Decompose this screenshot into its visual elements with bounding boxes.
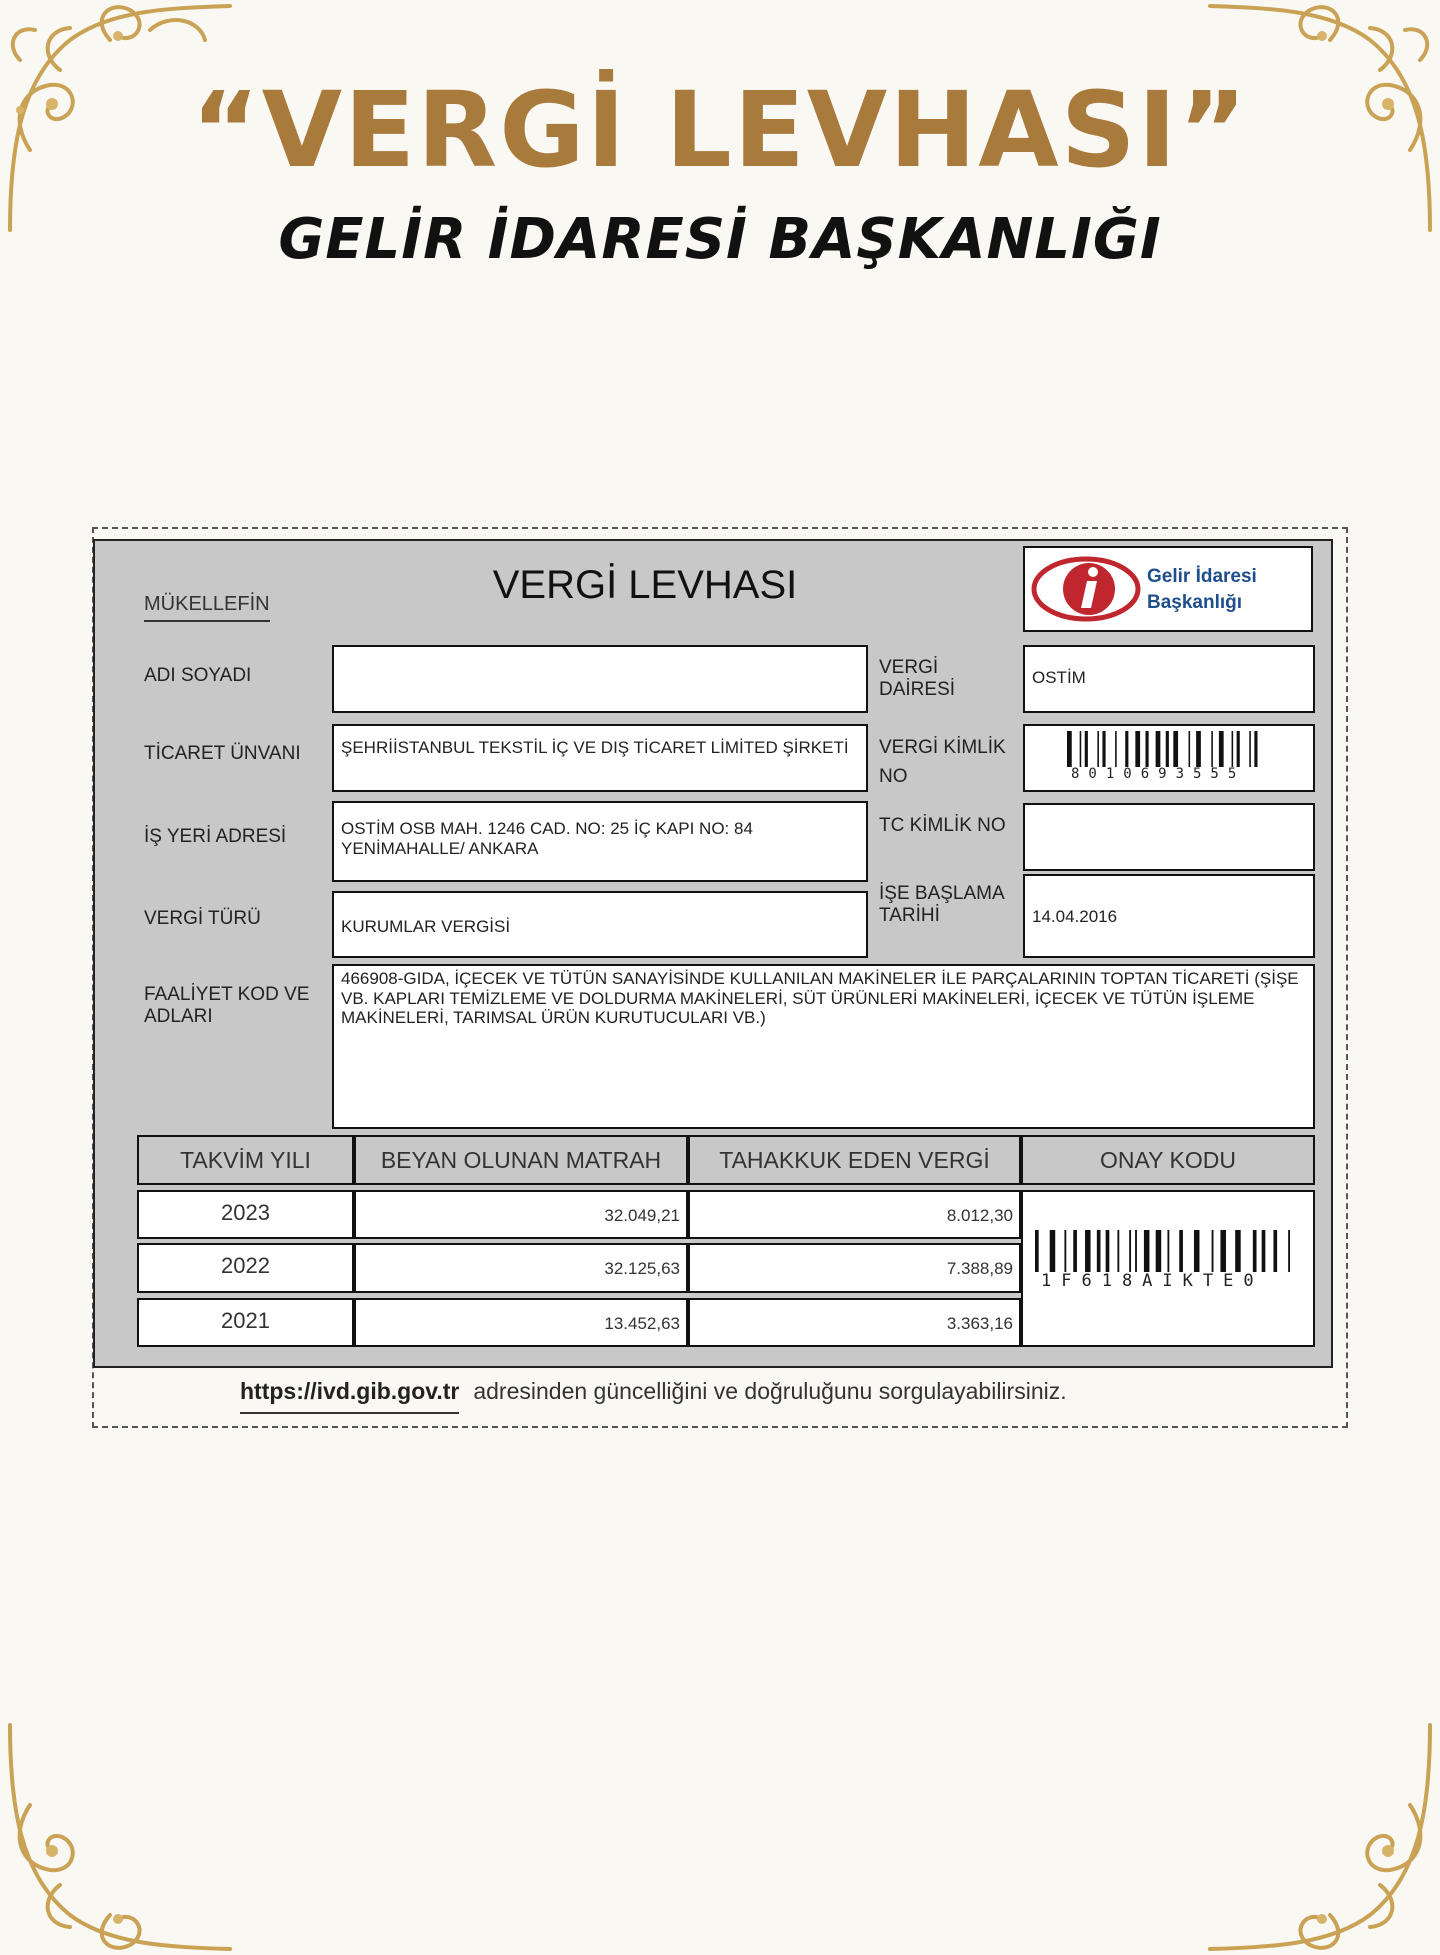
barcode-bar	[1288, 1230, 1290, 1272]
faaliyet-field	[332, 964, 1315, 1129]
gib-logo	[1023, 546, 1313, 632]
adi-soyadi-field	[332, 645, 868, 713]
onay-kodu-barcode	[1035, 1230, 1297, 1272]
ticaret-unvani-value: ŞEHRİİSTANBUL TEKSTİL İÇ VE DIŞ TİCARET LİMİTED ŞİRKETİ	[341, 738, 849, 757]
vergi-dairesi-value: OSTİM	[1032, 668, 1086, 687]
footer-note	[240, 1378, 1067, 1405]
ise-baslama-value: 14.04.2016	[1032, 907, 1118, 926]
tc-kimlik-no-label: TC KİMLİK NO	[879, 815, 1006, 836]
barcode-bar	[1129, 1230, 1131, 1272]
gib-link[interactable]: https://ivd.gib.gov.tr	[240, 1378, 459, 1414]
ise-baslama-field	[1023, 874, 1315, 958]
ticaret-unvani-label: TİCARET ÜNVANI	[144, 743, 301, 764]
barcode-bar	[1249, 731, 1251, 767]
barcode-bar	[1144, 1230, 1150, 1272]
barcode-bar	[1273, 1230, 1277, 1272]
barcode-bar	[1173, 731, 1178, 767]
barcode-bar	[1102, 731, 1105, 767]
barcode-bar	[1050, 1230, 1056, 1272]
vergi-dairesi-field	[1023, 645, 1315, 713]
barcode-bar	[1080, 731, 1082, 767]
ticaret-unvani-field	[332, 724, 868, 792]
is-yeri-adresi-label: İŞ YERİ ADRESİ	[144, 826, 287, 847]
tax-plate-card	[93, 539, 1333, 1368]
barcode-bar	[1085, 731, 1088, 767]
tc-kimlik-no-value	[1025, 805, 1313, 825]
table-row-matrah: 32.125,63	[354, 1243, 688, 1293]
vergi-turu-field	[332, 891, 868, 958]
barcode-bar	[1220, 1230, 1226, 1272]
table-row-year: 2022	[137, 1243, 354, 1293]
barcode-bar	[1035, 1230, 1039, 1272]
col-header-onay-kodu: ONAY KODU	[1021, 1135, 1315, 1185]
ise-baslama-label: İŞE BAŞLAMA TARİHİ	[879, 883, 1004, 926]
barcode-bar	[1117, 1230, 1119, 1272]
vergi-kimlik-barcode	[1067, 731, 1267, 767]
barcode-bar	[1179, 1230, 1183, 1272]
is-yeri-adresi-field	[332, 801, 868, 882]
mukellef-label: MÜKELLEFİN	[144, 593, 270, 622]
barcode-bar	[1085, 1230, 1091, 1272]
is-yeri-adresi-value: OSTİM OSB MAH. 1246 CAD. NO: 25 İÇ KAPI NO: 84 YENİMAHALLE/ ANKARA	[341, 819, 753, 858]
tc-kimlik-no-field	[1023, 803, 1315, 871]
col-header-tahakkuk: TAHAKKUK EDEN VERGİ	[688, 1135, 1021, 1185]
barcode-bar	[1232, 731, 1234, 767]
footer-text: adresinden güncelliğini ve doğruluğunu sorgulayabilirsiniz.	[473, 1378, 1067, 1404]
vergi-dairesi-label: VERGİ DAİRESİ	[879, 657, 956, 700]
logo-line2: Başkanlığı	[1147, 591, 1243, 613]
barcode-bar	[1156, 731, 1161, 767]
adi-soyadi-value	[334, 647, 866, 667]
barcode-bar	[1219, 731, 1224, 767]
barcode-bar	[1254, 731, 1257, 767]
vergi-turu-label: VERGİ TÜRÜ	[144, 908, 261, 929]
barcode-bar	[1067, 731, 1072, 767]
barcode-bar	[1212, 1230, 1214, 1272]
table-row-year: 2021	[137, 1298, 354, 1347]
barcode-bar	[1196, 731, 1201, 767]
barcode-bar	[1125, 731, 1128, 767]
barcode-bar	[1237, 731, 1240, 767]
barcode-bar	[1262, 1230, 1266, 1272]
barcode-bar	[1145, 731, 1148, 767]
table-row-year: 2023	[137, 1190, 354, 1239]
adi-soyadi-label: ADI SOYADI	[144, 665, 252, 686]
vergi-kimlik-no-field	[1023, 724, 1315, 792]
barcode-bar	[1073, 1230, 1077, 1272]
gib-logo-text	[1147, 564, 1257, 615]
col-header-takvim-yili: TAKVİM YILI	[137, 1135, 354, 1185]
barcode-bar	[1166, 731, 1169, 767]
table-row-matrah: 13.452,63	[354, 1298, 688, 1347]
col-header-matrah: BEYAN OLUNAN MATRAH	[354, 1135, 688, 1185]
page-subtitle: GELİR İDARESİ BAŞKANLIĞI	[278, 207, 1162, 272]
vergi-turu-value: KURUMLAR VERGİSİ	[341, 917, 511, 936]
table-row-vergi: 3.363,16	[688, 1298, 1021, 1347]
barcode-bar	[1167, 1230, 1169, 1272]
faaliyet-label: FAALİYET KOD VE ADLARI	[144, 984, 310, 1027]
logo-line1: Gelir İdaresi	[1147, 566, 1257, 587]
barcode-bar	[1253, 1230, 1257, 1272]
gib-logo-icon	[1031, 556, 1141, 622]
flourish-icon	[0, 1715, 240, 1955]
onay-kodu-value: 1F618AIKTE0	[1041, 1271, 1264, 1291]
table-row-vergi: 7.388,89	[688, 1243, 1021, 1293]
barcode-bar	[1135, 731, 1140, 767]
corner-ornament-bottom-left	[0, 1715, 240, 1955]
table-row-matrah: 32.049,21	[354, 1190, 688, 1239]
vergi-kimlik-no-label: VERGİ KİMLİK NO	[879, 737, 1006, 787]
table-row-vergi: 8.012,30	[688, 1190, 1021, 1239]
barcode-bar	[1115, 731, 1117, 767]
page-title: “VERGİ LEVHASI”	[191, 69, 1249, 191]
barcode-bar	[1156, 1230, 1162, 1272]
barcode-bar	[1097, 1230, 1101, 1272]
corner-ornament-bottom-right	[1200, 1715, 1440, 1955]
barcode-bar	[1097, 731, 1099, 767]
barcode-bar	[1211, 731, 1213, 767]
barcode-bar	[1106, 1230, 1110, 1272]
barcode-bar	[1064, 1230, 1066, 1272]
flourish-icon	[1200, 1715, 1440, 1955]
barcode-bar	[1135, 1230, 1137, 1272]
card-title: VERGİ LEVHASI	[492, 563, 798, 607]
barcode-bar	[1189, 731, 1191, 767]
onay-kodu-field	[1021, 1190, 1315, 1347]
faaliyet-value: 466908-GIDA, İÇECEK VE TÜTÜN SANAYİSİNDE KULLANILAN MAKİNELER İLE PARÇALARININ TOPTAN TİCARETİ (ŞİŞE VB. KAPLARI TEMİZLEME VE DOLDURMA MAKİNELERİ, SÜT ÜRÜNLERİ MAKİNELERİ, İÇECEK VE TÜTÜN İŞLEME MAKİNELERİ, TARIMSAL ÜRÜN KURUTUCULARI VB.)	[341, 969, 1299, 1028]
barcode-bar	[1194, 1230, 1200, 1272]
vergi-kimlik-no-value: 8010693555	[1071, 766, 1246, 782]
barcode-bar	[1235, 1230, 1241, 1272]
